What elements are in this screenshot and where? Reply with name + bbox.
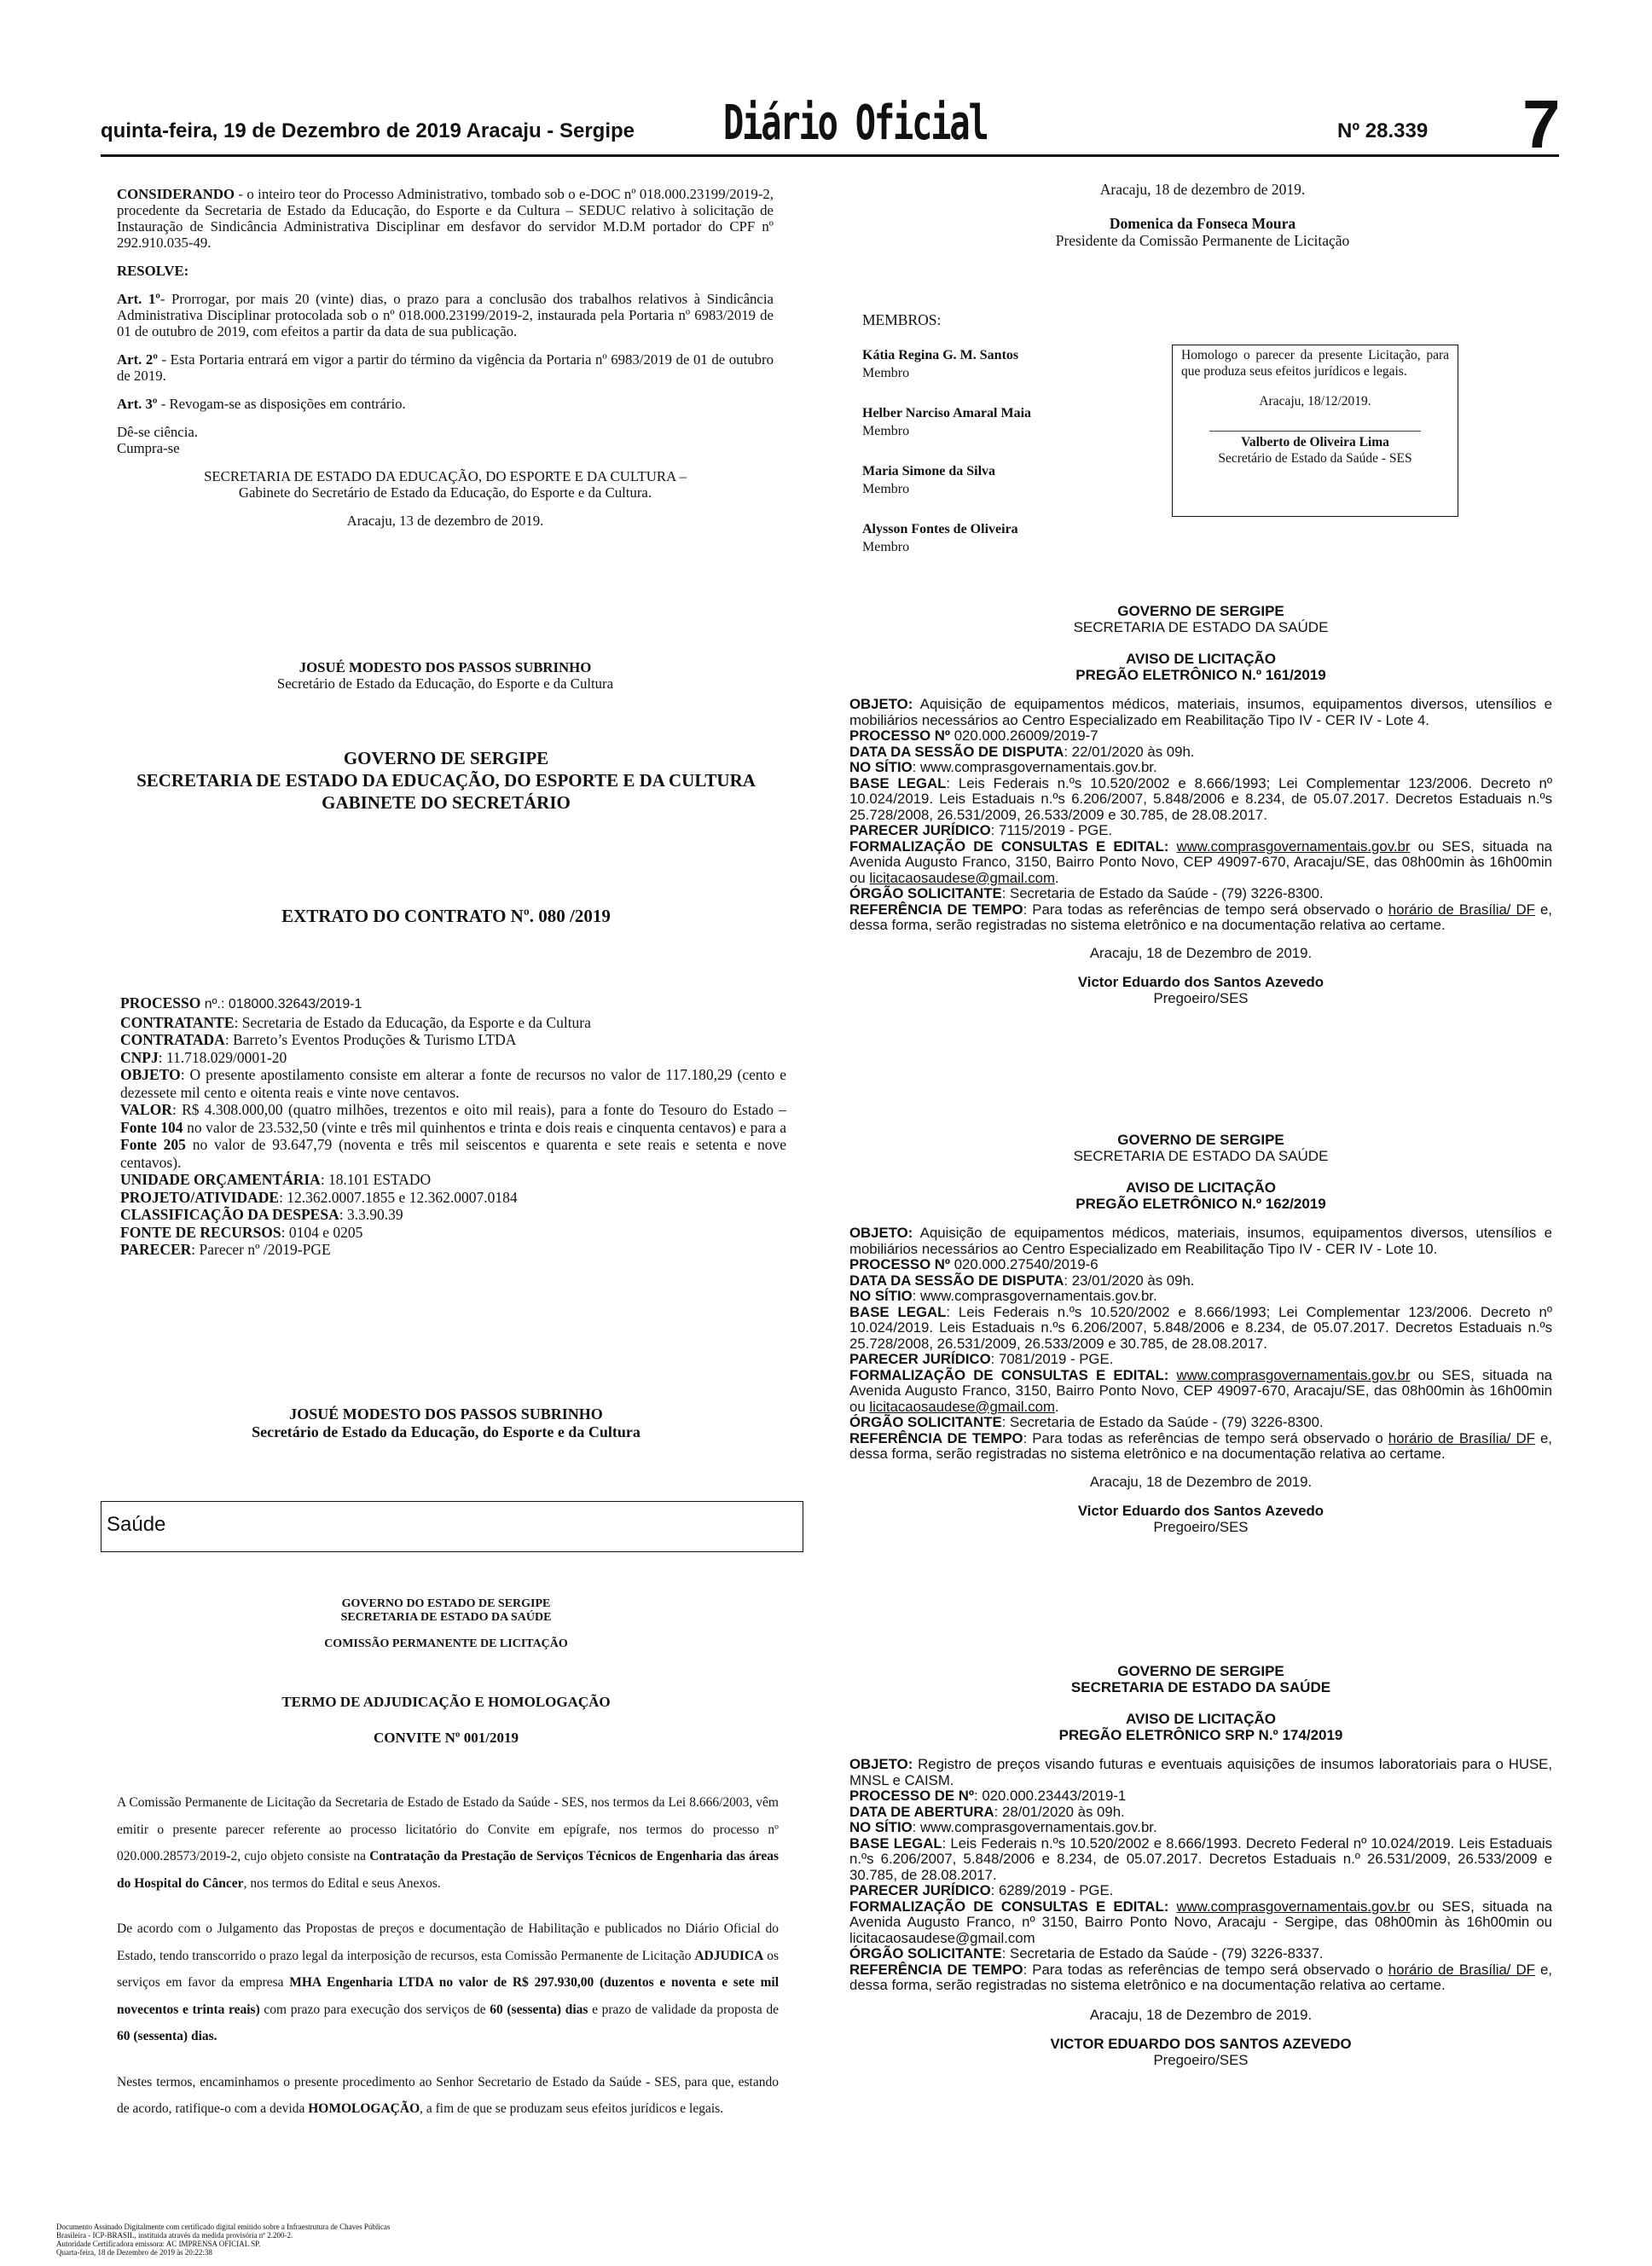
label-base: BASE LEGAL <box>849 774 947 791</box>
saude-heading <box>101 1597 791 1651</box>
termo-heading <box>101 1694 791 1747</box>
notice-parecer: : 6289/2019 - PGE. <box>990 1882 1114 1898</box>
p1-b: Contratação da Prestação de Serviços Técnicos de Engenharia das áreas do Hospital do Câncer <box>117 1849 779 1891</box>
fonte-label: FONTE DE RECURSOS <box>120 1223 281 1241</box>
p1-a: A Comissão Permanente de Licitação da Secretaria de Estado de Estado da Saúde - SES, nos termos da Lei 8.666/2003, vêm emitir o presente parecer referente ao processo licitatório do Convite em epígrafe, nos termos do processo nº 020.000.28573/2019-2, cujo objeto consiste na <box>117 1795 779 1863</box>
notice-sessao: : 23/01/2020 às 09h. <box>1064 1272 1195 1289</box>
commission-signature <box>853 181 1552 249</box>
parecer-value: : Parecer nº /2019-PGE <box>191 1241 331 1258</box>
label-base: BASE LEGAL <box>849 1834 942 1852</box>
label-form: FORMALIZAÇÃO DE CONSULTAS E EDITAL: <box>849 1898 1169 1915</box>
contratante-label: CONTRATANTE <box>120 1013 235 1031</box>
label-base: BASE LEGAL <box>849 1303 947 1320</box>
label-processo: PROCESSO Nº <box>849 1256 951 1272</box>
valor-text-b: no valor de 23.532,50 (vinte e três mil quinhentos e trinta e dois reais e cinquenta centavos) e para a <box>183 1118 786 1136</box>
label-objeto: OBJETO: <box>849 1756 913 1772</box>
notice-date: Aracaju, 18 de Dezembro de 2019. <box>1089 944 1313 961</box>
horario-link[interactable]: horário de Brasília/ DF <box>1388 1429 1535 1446</box>
saude-gov-line: GOVERNO DO ESTADO DE SERGIPE <box>341 1597 551 1610</box>
objeto-label: OBJETO <box>120 1066 181 1083</box>
notice-form-text: ou SES, situada na Avenida Augusto Franco, nº 3150, Bairro Ponto Novo, Aracaju - Sergipe, das 08h00min às 16h00min ou licitacaosaudese@gmail.com <box>849 1898 1552 1946</box>
label-orgao: ÓRGÃO SOLICITANTE <box>849 885 1002 901</box>
member-name: Alysson Fontes de Oliveira <box>862 522 1018 536</box>
president-name: Domenica da Fonseca Moura <box>1109 215 1296 232</box>
notice-parecer: : 7081/2019 - PGE. <box>990 1351 1114 1367</box>
considerando-text: - o inteiro teor do Processo Administrativo, tombado sob o e-DOC nº 018.000.23199/2019-2, procedente da Secretaria de Estado da Educação, do Esporte e da Cultura – SEDUC relativo à solicitação de Instauração de Sindicância Administrativa Disciplinar em desfavor do servidor M.D.M portador do CPF nº 292.910.035-49. <box>117 186 774 251</box>
notice-aviso: AVISO DE LICITAÇÃO <box>1126 1179 1276 1196</box>
label-sessao: DATA DA SESSÃO DE DISPUTA <box>849 743 1064 760</box>
notice-pregao: PREGÃO ELETRÔNICO N.º 162/2019 <box>1075 1196 1326 1212</box>
label-sitio: NO SÍTIO <box>849 1819 913 1835</box>
fonte-value: : 0104 e 0205 <box>281 1223 363 1241</box>
homologation-date: Aracaju, 18/12/2019. <box>1259 394 1371 409</box>
notice-sitio: : www.comprasgovernamentais.gov.br. <box>912 1819 1157 1835</box>
notice-ref-b: e, dessa forma, serão registradas no sistema eletrônico e na documentação relativa ao certame. <box>849 901 1552 933</box>
label-orgao: ÓRGÃO SOLICITANTE <box>849 1414 1002 1430</box>
portaria-block <box>117 186 774 529</box>
processo-label: PROCESSO <box>120 994 201 1011</box>
member-role: Membro <box>862 424 910 438</box>
label-objeto: OBJETO: <box>849 1225 913 1241</box>
notice-ref-a: : Para todas as referências de tempo será observado o <box>1023 1961 1388 1978</box>
footer-line-2: Brasileira - ICP-BRASIL, instituída através da medida provisória nº 2.200-2. <box>56 2231 293 2240</box>
termo-paragraph-3 <box>117 2069 779 2123</box>
valor-text-a: : R$ 4.308.000,00 (quatro milhões, trezentos e oito mil reais), para a fonte do Tesouro do Estado – <box>171 1101 786 1118</box>
cnpj-label: CNPJ <box>120 1048 159 1066</box>
member-item <box>862 346 1144 404</box>
classif-label: CLASSIFICAÇÃO DA DESPESA <box>120 1206 339 1223</box>
label-objeto: OBJETO: <box>849 696 913 712</box>
member-name: Maria Simone da Silva <box>862 464 996 478</box>
cumpra-line: Cumpra-se <box>117 440 180 456</box>
contratada-label: CONTRATADA <box>120 1031 225 1048</box>
member-role: Membro <box>862 482 910 496</box>
email-link[interactable]: licitacaosaudese@gmail.com <box>869 1398 1055 1415</box>
notice-ref-b: e, dessa forma, serão registradas no sistema eletrônico e na documentação relativa ao certame. <box>849 1961 1552 1993</box>
header-rule <box>101 154 1559 157</box>
gov-heading-line-2: SECRETARIA DE ESTADO DA EDUCAÇÃO, DO ESPORTE E DA CULTURA <box>136 770 756 791</box>
homologation-text: Homologo o parecer da presente Licitação, para que produza seus efeitos jurídicos e legais. <box>1181 348 1449 379</box>
member-role: Membro <box>862 540 910 554</box>
notice-orgao: : Secretaria de Estado da Saúde - (79) 3226-8337. <box>1001 1945 1324 1962</box>
resolve-label: RESOLVE: <box>117 263 189 279</box>
notice-objeto: Aquisição de equipamentos médicos, materiais, insumos, equipamentos diversos, utensílios e mobiliários necessários ao Centro Especializado em Reabilitação Tipo IV - CER IV - Lote 4. <box>849 696 1552 728</box>
termo-title: TERMO DE ADJUDICAÇÃO E HOMOLOGAÇÃO <box>281 1694 611 1710</box>
ciencia-line: Dê-se ciência. <box>117 424 199 440</box>
notice-162: GOVERNO DE SERGIPE SECRETARIA DE ESTADO DA SAÚDE AVISO DE LICITAÇÃO PREGÃO ELETRÔNICO N.º 162/2019 OBJETO: Aquisição de equipamentos médicos, materiais, insumos, equipamentos diversos, utensílios e mobiliários necessários ao Centro Especializado em Reabilitação Tipo IV - CER IV - Lote 10. PROCESSO Nº 020.000.27540/2019-6 DATA DA SESSÃO DE DISPUTA: 23/01/2020 às 09h. NO SÍTIO: www.comprasgovernamentais.gov.br. BASE LEGAL: Leis Federais n.ºs 10.520/2002 e 8.666/1993; Lei Complementar 123/2006. Decreto nº 10.024/2019. Leis Estaduais n.ºs 6.206/2007, 5.848/2006 e 8.234, de 05.07.2017. Decretos Estaduais n.ºs 25.728/2008, 26.531/2009, 26.533/2009 e 30.785, de 28.08.2017. PARECER JURÍDICO: 7081/2019 - PGE. FORMALIZAÇÃO DE CONSULTAS E EDITAL: www.comprasgovernamentais.gov.br ou SES, situada na Avenida Augusto Franco, 3150, Bairro Ponto Novo, CEP 49097-670, Aracaju/SE, das 08h00min às 16h00min ou licitacaosaudese@gmail.com. ÓRGÃO SOLICITANTE: Secretaria de Estado da Saúde - (79) 3226-8300. REFERÊNCIA DE TEMPO: Para todas as referências de tempo será observado o horário de Brasília/ DF e, dessa forma, serão registradas no sistema eletrônico e na documentação relativa ao certame. Aracaju, 18 de Dezembro de 2019. Victor Eduardo dos Santos Azevedo Pregoeiro/SES <box>849 1132 1552 1535</box>
horario-link[interactable]: horário de Brasília/ DF <box>1388 901 1535 918</box>
notice-signer: Victor Eduardo dos Santos Azevedo <box>1077 1503 1324 1519</box>
signer-2-name: JOSUÉ MODESTO DOS PASSOS SUBRINHO <box>289 1405 603 1423</box>
notice-161: GOVERNO DE SERGIPE SECRETARIA DE ESTADO DA SAÚDE AVISO DE LICITAÇÃO PREGÃO ELETRÔNICO N.º 161/2019 OBJETO: Aquisição de equipamentos médicos, materiais, insumos, equipamentos diversos, utensílios e mobiliários necessários ao Centro Especializado em Reabilitação Tipo IV - CER IV - Lote 4. PROCESSO Nº 020.000.26009/2019-7 DATA DA SESSÃO DE DISPUTA: 22/01/2020 às 09h. NO SÍTIO: www.comprasgovernamentais.gov.br. BASE LEGAL: Leis Federais n.ºs 10.520/2002 e 8.666/1993; Lei Complementar 123/2006. Decreto nº 10.024/2019. Leis Estaduais n.ºs 6.206/2007, 5.848/2006 e 8.234, de 05.07.2017. Decretos Estaduais n.ºs 25.728/2008, 26.531/2009, 26.533/2009 e 30.785, de 28.08.2017. PARECER JURÍDICO: 7115/2019 - PGE. FORMALIZAÇÃO DE CONSULTAS E EDITAL: www.comprasgovernamentais.gov.br ou SES, situada na Avenida Augusto Franco, 3150, Bairro Ponto Novo, CEP 49097-670, Aracaju/SE, das 08h00min às 16h00min ou licitacaosaudese@gmail.com. ÓRGÃO SOLICITANTE: Secretaria de Estado da Saúde - (79) 3226-8300. REFERÊNCIA DE TEMPO: Para todas as referências de tempo será observado o horário de Brasília/ DF e, dessa forma, serão registradas no sistema eletrônico e na documentação relativa ao certame. Aracaju, 18 de Dezembro de 2019. Victor Eduardo dos Santos Azevedo Pregoeiro/SES <box>849 603 1552 1006</box>
member-name: Helber Narciso Amaral Maia <box>862 406 1032 420</box>
header-date: quinta-feira, 19 de Dezembro de 2019 Aracaju - Sergipe <box>101 119 635 142</box>
notice-date: Aracaju, 18 de Dezembro de 2019. <box>1089 2006 1313 2023</box>
art2-label: Art. 2º <box>117 351 158 368</box>
member-name: Kátia Regina G. M. Santos <box>862 348 1019 362</box>
contratada-value: : Barreto’s Eventos Produções & Turismo LTDA <box>224 1031 517 1048</box>
objeto-value: : O presente apostilamento consiste em alterar a fonte de recursos no valor de 117.180,29 (cento e dezessete mil cento e oitenta reais e vinte nove centavos. <box>120 1066 786 1101</box>
label-form: FORMALIZAÇÃO DE CONSULTAS E EDITAL: <box>849 837 1169 855</box>
gov-heading-line-3: GABINETE DO SECRETÁRIO <box>322 792 571 813</box>
contratante-value: : Secretaria de Estado da Educação, da Esporte e da Cultura <box>234 1013 591 1031</box>
notice-aviso: AVISO DE LICITAÇÃO <box>1126 651 1276 667</box>
unidade-value: : 18.101 ESTADO <box>320 1171 432 1188</box>
cnpj-value: : 11.718.029/0001-20 <box>158 1048 287 1066</box>
notice-sessao: : 22/01/2020 às 09h. <box>1064 743 1195 760</box>
notice-sec: SECRETARIA DE ESTADO DA SAÚDE <box>1070 1679 1331 1695</box>
notice-objeto: Aquisição de equipamentos médicos, materiais, insumos, equipamentos diversos, utensílios e mobiliários necessários ao Centro Especializado em Reabilitação Tipo IV - CER IV - Lote 10. <box>849 1225 1552 1257</box>
art3-text: - Revogam-se as disposições em contrário. <box>160 396 406 412</box>
signer-role: Secretário de Estado da Educação, do Esporte e da Cultura <box>276 675 614 692</box>
gov-heading-line-1: GOVERNO DE SERGIPE <box>343 748 549 768</box>
termo-paragraph-1 <box>117 1789 779 1897</box>
notice-processo: 020.000.26009/2019-7 <box>954 727 1098 744</box>
member-item <box>862 520 1144 578</box>
termo-paragraph-2 <box>117 1915 779 2050</box>
notice-gov: GOVERNO DE SERGIPE <box>1117 1132 1284 1148</box>
notice-signer: VICTOR EDUARDO DOS SANTOS AZEVEDO <box>1050 2036 1352 2052</box>
notice-pregao: PREGÃO ELETRÔNICO N.º 161/2019 <box>1075 667 1326 683</box>
saude-sec-line: SECRETARIA DE ESTADO DA SAÚDE <box>340 1611 552 1624</box>
notice-parecer: : 7115/2019 - PGE. <box>990 822 1113 838</box>
art1-label: Art. 1º <box>117 291 160 307</box>
president-role: Presidente da Comissão Permanente de Licitação <box>1055 232 1350 249</box>
label-processo: PROCESSO Nº <box>849 727 951 744</box>
considerando-label: CONSIDERANDO <box>117 186 235 202</box>
notice-abertura: : 28/01/2020 às 09h. <box>994 1803 1125 1820</box>
signature-1 <box>117 659 774 692</box>
label-processo: PROCESSO DE Nº <box>849 1788 975 1804</box>
notice-gov: GOVERNO DE SERGIPE <box>1117 1663 1284 1679</box>
homologation-role: Secretário de Estado da Saúde - SES <box>1218 451 1412 466</box>
notice-base: : Leis Federais n.ºs 10.520/2002 e 8.666/1993; Lei Complementar 123/2006. Decreto nº 10.024/2019. Leis Estaduais n.ºs 6.206/2007, 5.848/2006 e 8.234, de 05.07.2017. Decretos Estaduais n.ºs 25.728/2008, 26.531/2009, 26.533/2009 e 30.785, de 28.08.2017. <box>849 774 1552 823</box>
masthead-title: Diário Oficial <box>723 96 988 151</box>
digital-signature-footer <box>56 2223 568 2257</box>
notice-sec: SECRETARIA DE ESTADO DA SAÚDE <box>1073 619 1329 635</box>
termo-body <box>117 1789 779 2123</box>
notice-processo: 020.000.27540/2019-6 <box>954 1256 1098 1272</box>
notice-date: Aracaju, 18 de Dezembro de 2019. <box>1089 1473 1313 1490</box>
member-role: Membro <box>862 366 910 380</box>
notice-pregao: PREGÃO ELETRÔNICO SRP N.º 174/2019 <box>1058 1727 1343 1743</box>
fonte-205: Fonte 205 <box>120 1136 186 1153</box>
art2-text: - Esta Portaria entrará em vigor a partir do término da vigência da Portaria nº 6983/2019 de 01 de outubro de 2019. <box>117 351 774 384</box>
signer-2-role: Secretário de Estado da Educação, do Esporte e da Cultura <box>252 1423 641 1440</box>
p1-c: , nos termos do Edital e seus Anexos. <box>243 1875 441 1891</box>
notice-base: : Leis Federais n.ºs 10.520/2002 e 8.666/1993; Lei Complementar 123/2006. Decreto nº 10.024/2019. Leis Estaduais n.ºs 6.206/2007, 5.848/2006 e 8.234, de 05.07.2017. Decretos Estaduais n.ºs 25.728/2008, 26.531/2009, 26.533/2009 e 30.785, de 28.08.2017. <box>849 1303 1552 1352</box>
commission-date: Aracaju, 18 de dezembro de 2019. <box>1099 181 1306 198</box>
projeto-label: PROJETO/ATIVIDADE <box>120 1188 280 1206</box>
sec-line-2: Gabinete do Secretário de Estado da Educação, do Esporte e da Cultura. <box>238 484 652 501</box>
compras-link[interactable]: www.comprasgovernamentais.gov.br <box>1176 1898 1411 1915</box>
notice-ref-a: : Para todas as referências de tempo será observado o <box>1023 901 1388 918</box>
signer-name: JOSUÉ MODESTO DOS PASSOS SUBRINHO <box>299 659 592 675</box>
notice-174 <box>849 1663 1552 2068</box>
notice-objeto: Registro de preços visando futuras e eventuais aquisições de insumos laboratoriais para o HUSE, MNSL e CAISM. <box>849 1756 1552 1788</box>
compras-link[interactable]: www.comprasgovernamentais.gov.br <box>1176 1366 1411 1383</box>
sec-line-1: SECRETARIA DE ESTADO DA EDUCAÇÃO, DO ESPORTE E DA CULTURA – <box>204 468 687 484</box>
notice-signer-role: Pregoeiro/SES <box>1153 989 1249 1006</box>
p3-a: Nestes termos, encaminhamos o presente procedimento ao Senhor Secretario de Estado da Saúde - SES, para que, estando de acordo, ratifique-o com a devida <box>117 2074 779 2116</box>
notice-base: : Leis Federais n.ºs 10.520/2002 e 8.666/1993. Decreto Federal nº 10.024/2019. Leis Estaduais n.ºs 6.206/2007, 5.848/2006 e 8.234, de 05.07.2017. Decretos Estaduais n.º 26.531/2009, 26.533/2009 e 30.785, de 28.08.2017. <box>849 1834 1553 1883</box>
footer-line-3: Autoridade Certificadora emissora: AC IMPRENSA OFICIAL SP. <box>56 2240 261 2248</box>
p2-e: com prazo para execução dos serviços de <box>259 2002 490 2017</box>
notice-processo: : 020.000.23443/2019-1 <box>974 1788 1127 1804</box>
homologation-box <box>1172 345 1458 517</box>
p2-g: e prazo de validade da proposta de <box>588 2002 779 2017</box>
section-saude-box <box>101 1501 803 1552</box>
section-saude-label: Saúde <box>107 1513 166 1536</box>
unidade-label: UNIDADE ORÇAMENTÁRIA <box>120 1171 321 1188</box>
projeto-value: : 12.362.0007.1855 e 12.362.0007.0184 <box>279 1188 518 1206</box>
notice-aviso: AVISO DE LICITAÇÃO <box>1126 1711 1276 1727</box>
notice-ref-b: e, dessa forma, serão registradas no sistema eletrônico e na documentação relativa ao certame. <box>849 1429 1552 1462</box>
extrato-block <box>120 994 786 1259</box>
notice-form-text: ou SES, situada na Avenida Augusto Franco, 3150, Bairro Ponto Novo, CEP 49097-670, Aracaju/SE, das 08h00min às 16h00min ou <box>849 1366 1552 1415</box>
signature-line: ________________________________ <box>1209 419 1421 433</box>
extrato-title: EXTRATO DO CONTRATO Nº. 080 /2019 <box>281 906 611 926</box>
notice-orgao: : Secretaria de Estado da Saúde - (79) 3226-8300. <box>1001 885 1324 901</box>
label-form: FORMALIZAÇÃO DE CONSULTAS E EDITAL: <box>849 1366 1169 1383</box>
label-sitio: NO SÍTIO <box>849 759 913 775</box>
fonte-104: Fonte 104 <box>120 1118 183 1136</box>
compras-link[interactable]: www.comprasgovernamentais.gov.br <box>1176 837 1411 855</box>
members-list <box>862 346 1144 578</box>
p3-c: , a fim de que se produzam seus efeitos jurídicos e legais. <box>420 2101 724 2116</box>
art3-label: Art. 3º <box>117 396 158 412</box>
notice-gov: GOVERNO DE SERGIPE <box>1117 603 1284 619</box>
edition-number: Nº 28.339 <box>1337 119 1429 142</box>
label-parecer: PARECER JURÍDICO <box>849 1882 991 1898</box>
label-abertura: DATA DE ABERTURA <box>849 1803 994 1820</box>
email-link[interactable]: licitacaosaudese@gmail.com <box>869 869 1055 886</box>
notice-orgao: : Secretaria de Estado da Saúde - (79) 3226-8300. <box>1001 1414 1324 1430</box>
label-ref: REFERÊNCIA DE TEMPO <box>849 1961 1023 1978</box>
valor-label: VALOR <box>120 1101 172 1118</box>
p2-c: os serviços em favor da empresa <box>117 1948 779 1990</box>
notice-sitio: : www.comprasgovernamentais.gov.br. <box>912 759 1157 775</box>
p3-b: HOMOLOGAÇÃO <box>308 2101 420 2116</box>
art1-text: - Prorrogar, por mais 20 (vinte) dias, o prazo para a conclusão dos trabalhos relativos à Sindicância Administrativa Disciplinar protocolada sob o nº 018.000.23199/2019-2, instaurada pela Portaria nº 6983/2019 de 01 de outubro de 2019, com efeitos a partir da data de sua publicação. <box>117 291 774 339</box>
label-ref: REFERÊNCIA DE TEMPO <box>849 1429 1023 1446</box>
membros-label: MEMBROS: <box>862 311 942 328</box>
notice-ref-a: : Para todas as referências de tempo será observado o <box>1023 1429 1388 1446</box>
notice-signer-role: Pregoeiro/SES <box>1153 1518 1249 1535</box>
p2-a: De acordo com o Julgamento das Propostas de preços e documentação de Habilitação e publicados no Diário Oficial do Estado, tendo transcorrido o prazo legal da interposição de recursos, esta Comissão Permanente de Licitação <box>117 1921 779 1963</box>
label-sessao: DATA DA SESSÃO DE DISPUTA <box>849 1272 1064 1289</box>
p2-b: ADJUDICA <box>694 1948 764 1963</box>
notice-form-text: ou SES, situada na Avenida Augusto Franco, 3150, Bairro Ponto Novo, CEP 49097-670, Aracaju/SE, das 08h00min às 16h00min ou <box>849 837 1552 886</box>
member-item <box>862 404 1144 462</box>
label-parecer: PARECER JURÍDICO <box>849 1351 991 1367</box>
comissao-line: COMISSÃO PERMANENTE DE LICITAÇÃO <box>324 1637 568 1650</box>
date-line-1: Aracaju, 13 de dezembro de 2019. <box>346 513 544 529</box>
horario-link[interactable]: horário de Brasília/ DF <box>1388 1961 1535 1978</box>
label-parecer: PARECER JURÍDICO <box>849 822 991 838</box>
footer-line-1: Documento Assinado Digitalmente com certificado digital emitido sobre a Infraestrutura de Chaves Públicas <box>56 2223 391 2231</box>
label-sitio: NO SÍTIO <box>849 1288 913 1304</box>
label-orgao: ÓRGÃO SOLICITANTE <box>849 1945 1002 1962</box>
p2-d: MHA Engenharia LTDA no valor de R$ 297.930,00 (duzentos e noventa e sete mil novecentos e trinta reais) <box>117 1975 779 2017</box>
label-ref: REFERÊNCIA DE TEMPO <box>849 901 1023 918</box>
gov-heading <box>101 747 791 814</box>
processo-value: nº.: 018000.32643/2019-1 <box>200 997 362 1011</box>
p2-f: 60 (sessenta) dias <box>490 2002 588 2017</box>
footer-line-4: Quarta-feira, 18 de Dezembro de 2019 às 20:22:38 <box>56 2248 212 2257</box>
notice-sec: SECRETARIA DE ESTADO DA SAÚDE <box>1073 1148 1329 1164</box>
notice-sitio: : www.comprasgovernamentais.gov.br. <box>912 1288 1157 1304</box>
notice-signer: Victor Eduardo dos Santos Azevedo <box>1077 974 1324 990</box>
homologation-signer: Valberto de Oliveira Lima <box>1241 435 1389 449</box>
member-item <box>862 462 1144 520</box>
page-number: 7 <box>1522 86 1561 162</box>
notice-signer-role: Pregoeiro/SES <box>1153 2051 1249 2068</box>
valor-text-c: no valor de 93.647,79 (noventa e três mil seiscentos e quarenta e sete reais e setenta e nove centavos). <box>120 1136 786 1171</box>
signature-2 <box>101 1405 791 1441</box>
p2-h: 60 (sessenta) dias. <box>117 2029 217 2043</box>
classif-value: : 3.3.90.39 <box>339 1206 403 1223</box>
parecer-label: PARECER <box>120 1241 192 1258</box>
convite-number: CONVITE Nº 001/2019 <box>374 1730 519 1746</box>
